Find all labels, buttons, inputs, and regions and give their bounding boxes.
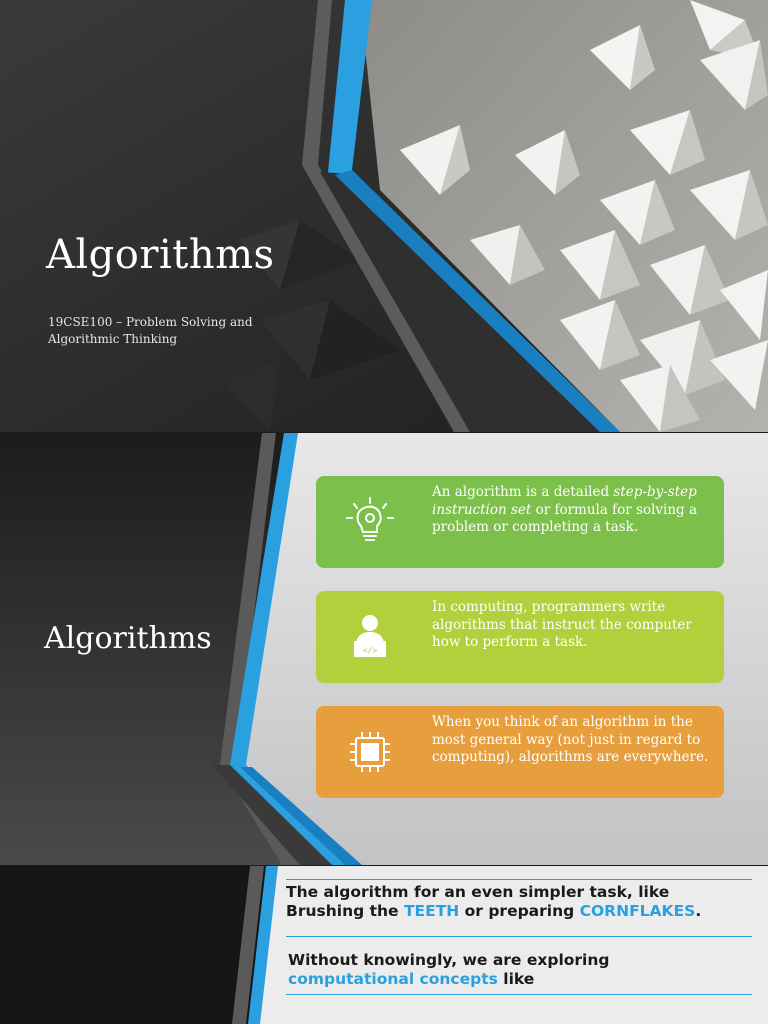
slide1-title: Algorithms: [46, 232, 275, 278]
everywhere-card: [316, 706, 724, 798]
svg-text:</>: </>: [362, 646, 378, 655]
slide2-title: Algorithms: [44, 621, 212, 656]
programmer-laptop-icon: [344, 611, 396, 663]
programmers-text: In computing, programmers write algorithms that instruct the computer how to perform a task.: [432, 599, 692, 650]
definition-card: [316, 476, 724, 568]
computational-concepts-text: Without knowingly, we are exploring computational concepts like: [288, 951, 610, 988]
slide-examples[interactable]: [0, 866, 768, 1024]
definition-text: An algorithm is a detailed step-by-step instruction set or formula for solving a problem or completing a task.: [432, 484, 698, 535]
divider-line: [286, 994, 752, 995]
lightbulb-gear-icon: [344, 496, 396, 548]
slide-title[interactable]: [0, 0, 768, 432]
everywhere-text: When you think of an algorithm in the most general way (not just in regard to computing), algorithms are everywhere.: [432, 714, 709, 765]
cpu-chip-icon: [344, 726, 396, 778]
divider-line: [286, 936, 752, 937]
programmers-card: [316, 591, 724, 683]
divider-line: [286, 879, 752, 880]
slide1-background: [0, 0, 768, 432]
simple-task-text: The algorithm for an even simpler task, like Brushing the TEETH or preparing CORNFLAKES.: [286, 883, 702, 920]
slide1-subtitle: 19CSE100 – Problem Solving and Algorithmic Thinking: [48, 315, 253, 346]
slide-definition[interactable]: [0, 433, 768, 865]
